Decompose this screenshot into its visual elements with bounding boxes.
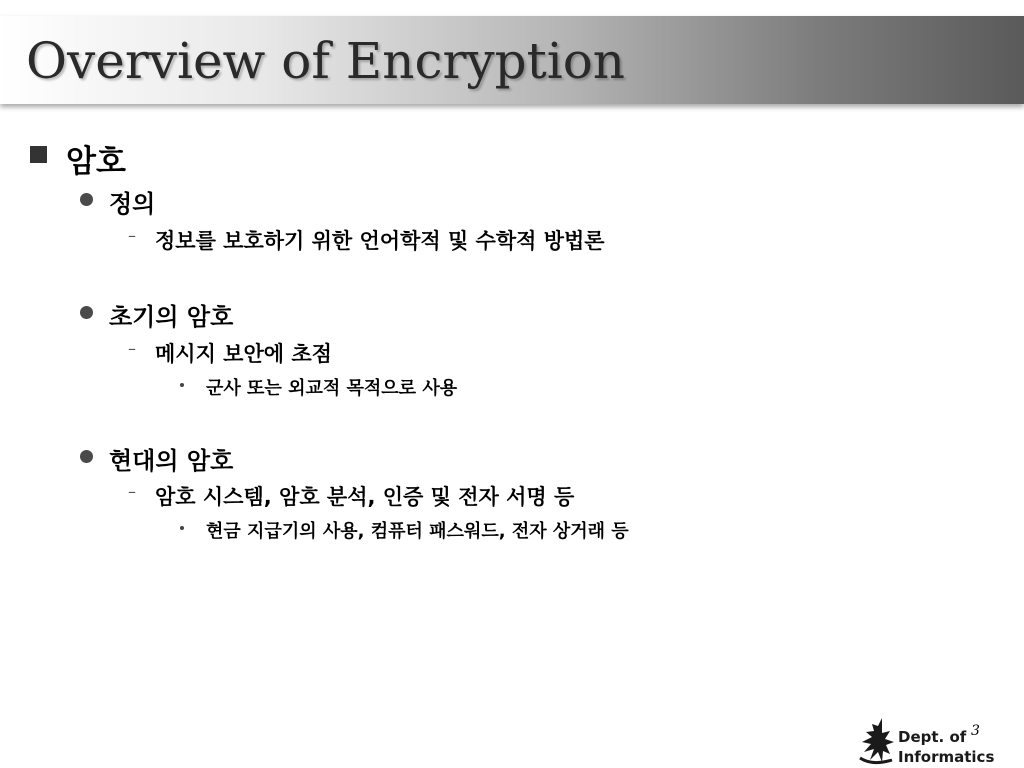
dot-bullet-icon [80, 306, 93, 319]
heading-text: 암호 [66, 144, 126, 180]
dash-bullet-icon: – [128, 339, 136, 358]
definition-label: 정의 [109, 190, 156, 218]
dot-bullet-icon [80, 193, 93, 206]
page-number: 3 [971, 723, 980, 739]
small-dot-bullet-icon [180, 383, 184, 387]
modern-label: 현대의 암호 [109, 447, 234, 475]
early-label: 초기의 암호 [109, 303, 234, 331]
title-bar [0, 16, 1024, 104]
early-subitem-text: 군사 또는 외교적 목적으로 사용 [206, 378, 458, 399]
dash-bullet-icon: – [128, 226, 136, 245]
slide-title: Overview of Encryption [26, 32, 625, 90]
small-dot-bullet-icon [180, 526, 184, 530]
dash-bullet-icon: – [128, 482, 136, 501]
early-item-text: 메시지 보안에 초점 [155, 342, 332, 366]
square-bullet-icon [30, 146, 47, 163]
dot-bullet-icon [80, 450, 93, 463]
definition-item-text: 정보를 보호하기 위한 언어학적 및 수학적 방법론 [155, 229, 605, 253]
logo-line2: Informatics [898, 748, 995, 766]
modern-subitem-text: 현금 지급기의 사용, 컴퓨터 패스워드, 전자 상거래 등 [206, 521, 629, 542]
modern-item-text: 암호 시스템, 암호 분석, 인증 및 전자 서명 등 [155, 485, 575, 509]
dragon-icon [852, 714, 898, 766]
logo-line1: Dept. of [898, 728, 967, 746]
